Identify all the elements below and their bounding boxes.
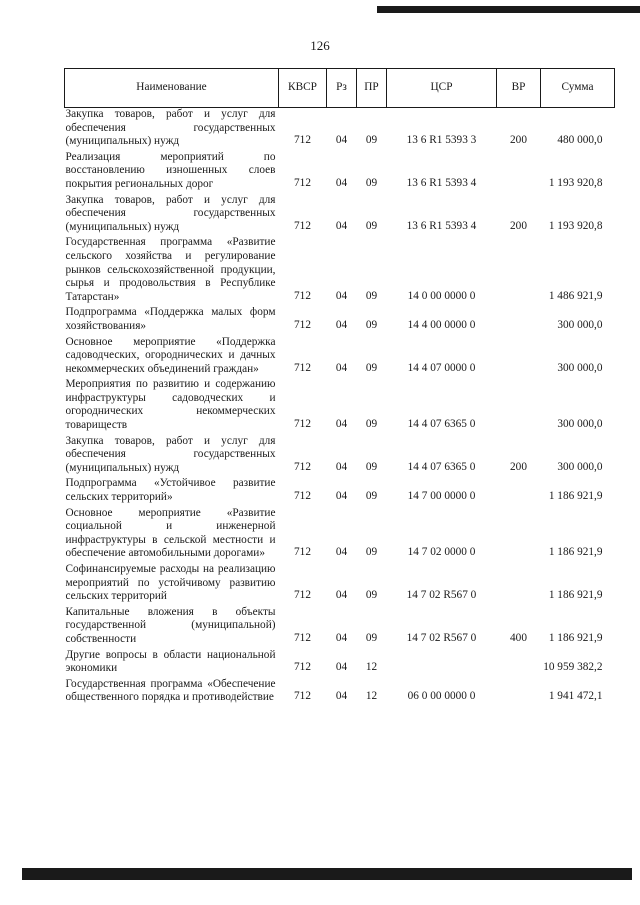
table-row xyxy=(65,108,615,151)
row-vr xyxy=(497,236,541,306)
row-rz: 04 xyxy=(335,490,348,503)
row-sum: 1 186 921,9 xyxy=(548,589,603,602)
row-sum: 1 941 472,1 xyxy=(548,690,603,703)
row-kvsr: 712 xyxy=(294,631,311,644)
row-vr xyxy=(497,678,541,707)
row-rz: 04 xyxy=(335,631,348,644)
row-sum: 1 186 921,9 xyxy=(548,546,603,559)
row-csr: 14 4 07 6365 0 xyxy=(407,418,476,431)
header-vr: ВР xyxy=(497,69,541,108)
top-scan-bar xyxy=(377,6,640,13)
row-rz: 04 xyxy=(335,289,348,302)
row-name: Софинансируемые расходы на реализацию мероприятий по устойчивому развитию сельских территорий xyxy=(65,563,276,603)
row-name: Закупка товаров, работ и услуг для обеспечения государственных (муниципальных) нужд xyxy=(65,108,276,148)
row-kvsr: 712 xyxy=(294,690,311,703)
row-sum: 300 000,0 xyxy=(557,318,603,331)
row-vr xyxy=(497,649,541,678)
row-vr: 400 xyxy=(510,631,527,644)
row-rz: 04 xyxy=(335,460,348,473)
row-sum: 1 193 920,8 xyxy=(548,219,603,232)
row-name: Подпрограмма «Устойчивое развитие сельских территорий» xyxy=(65,477,276,504)
row-csr: 14 4 00 0000 0 xyxy=(407,318,476,331)
row-pr: 09 xyxy=(365,546,378,559)
row-csr: 14 7 02 0000 0 xyxy=(407,546,476,559)
row-rz: 04 xyxy=(335,418,348,431)
row-csr: 14 7 02 R567 0 xyxy=(406,631,477,644)
row-pr: 09 xyxy=(365,134,378,147)
row-sum: 300 000,0 xyxy=(557,460,603,473)
row-sum: 1 186 921,9 xyxy=(548,490,603,503)
row-pr: 09 xyxy=(365,589,378,602)
row-csr: 14 7 00 0000 0 xyxy=(407,490,476,503)
table-row xyxy=(65,606,615,649)
header-pr: ПР xyxy=(357,69,387,108)
table-header xyxy=(65,69,615,108)
row-kvsr: 712 xyxy=(294,460,311,473)
row-rz: 04 xyxy=(335,589,348,602)
row-pr: 09 xyxy=(365,418,378,431)
row-rz: 04 xyxy=(335,361,348,374)
row-csr: 13 6 R1 5393 4 xyxy=(406,176,477,189)
row-rz: 04 xyxy=(335,546,348,559)
row-rz: 04 xyxy=(335,219,348,232)
row-name: Основное мероприятие «Поддержка садоводческих, огороднических и дачных некоммерческих объединений граждан» xyxy=(65,335,276,375)
table-row xyxy=(65,563,615,606)
table-row xyxy=(65,507,615,563)
row-vr xyxy=(497,151,541,194)
row-pr: 09 xyxy=(365,361,378,374)
row-vr xyxy=(497,477,541,506)
row-kvsr: 712 xyxy=(294,490,311,503)
row-name: Основное мероприятие «Развитие социальной и инженерной инфраструктуры в сельской местности и обеспечение автомобильными дорогами» xyxy=(65,506,276,560)
row-name: Другие вопросы в области национальной экономики xyxy=(65,648,276,675)
row-pr: 12 xyxy=(365,661,378,674)
row-name: Реализация мероприятий по восстановлению изношенных слоев покрытия региональных дорог xyxy=(65,150,276,190)
row-sum: 1 193 920,8 xyxy=(548,176,603,189)
table-row xyxy=(65,649,615,678)
header-rz: Рз xyxy=(327,69,357,108)
row-rz: 04 xyxy=(335,661,348,674)
table-row xyxy=(65,378,615,434)
row-csr: 14 4 07 0000 0 xyxy=(407,361,476,374)
row-kvsr: 712 xyxy=(294,176,311,189)
table-row xyxy=(65,477,615,506)
row-vr xyxy=(497,378,541,434)
row-name: Государственная программа «Обеспечение общественного порядка и противодействие xyxy=(65,677,276,704)
row-sum: 480 000,0 xyxy=(557,134,603,147)
budget-table xyxy=(64,68,615,707)
table-row xyxy=(65,336,615,379)
row-vr: 200 xyxy=(510,219,527,232)
header-csr: ЦСР xyxy=(387,69,497,108)
row-kvsr: 712 xyxy=(294,134,311,147)
row-kvsr: 712 xyxy=(294,289,311,302)
row-vr xyxy=(497,336,541,379)
row-vr xyxy=(497,306,541,335)
row-rz: 04 xyxy=(335,690,348,703)
row-pr: 09 xyxy=(365,176,378,189)
table-row xyxy=(65,151,615,194)
row-sum: 1 486 921,9 xyxy=(548,289,603,302)
row-vr xyxy=(497,563,541,606)
row-kvsr: 712 xyxy=(294,589,311,602)
row-pr: 12 xyxy=(365,690,378,703)
row-kvsr: 712 xyxy=(294,219,311,232)
page-number: 126 xyxy=(310,38,330,53)
row-name: Капитальные вложения в объекты государственной (муниципальной) собственности xyxy=(65,605,276,645)
header-sum: Сумма xyxy=(541,69,615,108)
row-kvsr: 712 xyxy=(294,318,311,331)
table-row xyxy=(65,236,615,306)
row-csr: 14 0 00 0000 0 xyxy=(407,289,476,302)
row-rz: 04 xyxy=(335,318,348,331)
row-pr: 09 xyxy=(365,219,378,232)
row-sum: 300 000,0 xyxy=(557,361,603,374)
header-row xyxy=(65,69,615,108)
row-kvsr: 712 xyxy=(294,418,311,431)
row-sum: 300 000,0 xyxy=(557,418,603,431)
row-pr: 09 xyxy=(365,318,378,331)
row-vr xyxy=(497,507,541,563)
table-body xyxy=(65,108,615,707)
bottom-scan-bar xyxy=(22,868,632,880)
row-rz: 04 xyxy=(335,176,348,189)
row-csr: 14 7 02 R567 0 xyxy=(406,589,477,602)
row-rz: 04 xyxy=(335,134,348,147)
row-pr: 09 xyxy=(365,460,378,473)
row-csr: 13 6 R1 5393 4 xyxy=(406,219,477,232)
row-kvsr: 712 xyxy=(294,661,311,674)
row-name: Мероприятия по развитию и содержанию инфраструктуры садоводческих и огороднических некоммерческих товариществ xyxy=(65,378,276,432)
header-name: Наименование xyxy=(65,69,279,108)
table-row xyxy=(65,678,615,707)
table-row xyxy=(65,194,615,237)
row-vr: 200 xyxy=(510,460,527,473)
row-csr: 06 0 00 0000 0 xyxy=(407,690,476,703)
row-pr: 09 xyxy=(365,289,378,302)
table-row xyxy=(65,306,615,335)
row-name: Подпрограмма «Поддержка малых форм хозяйствования» xyxy=(65,306,276,332)
row-sum: 1 186 921,9 xyxy=(548,631,603,644)
row-name: Закупка товаров, работ и услуг для обеспечения государственных (муниципальных) нужд xyxy=(65,193,276,233)
row-name: Закупка товаров, работ и услуг для обеспечения государственных (муниципальных) нужд xyxy=(65,434,276,474)
row-csr xyxy=(387,649,497,678)
row-kvsr: 712 xyxy=(294,546,311,559)
row-csr: 13 6 R1 5393 3 xyxy=(406,134,477,147)
row-pr: 09 xyxy=(365,490,378,503)
row-pr: 09 xyxy=(365,631,378,644)
row-vr: 200 xyxy=(510,134,527,147)
table-row xyxy=(65,435,615,478)
row-kvsr: 712 xyxy=(294,361,311,374)
row-name: Государственная программа «Развитие сельского хозяйства и регулирование рынков сельскохозяйственной продукции, сырья и продовольствия в Республике Татарстан» xyxy=(65,236,276,303)
row-csr: 14 4 07 6365 0 xyxy=(407,460,476,473)
header-kvsr: КВСР xyxy=(279,69,327,108)
row-sum: 10 959 382,2 xyxy=(543,661,603,674)
